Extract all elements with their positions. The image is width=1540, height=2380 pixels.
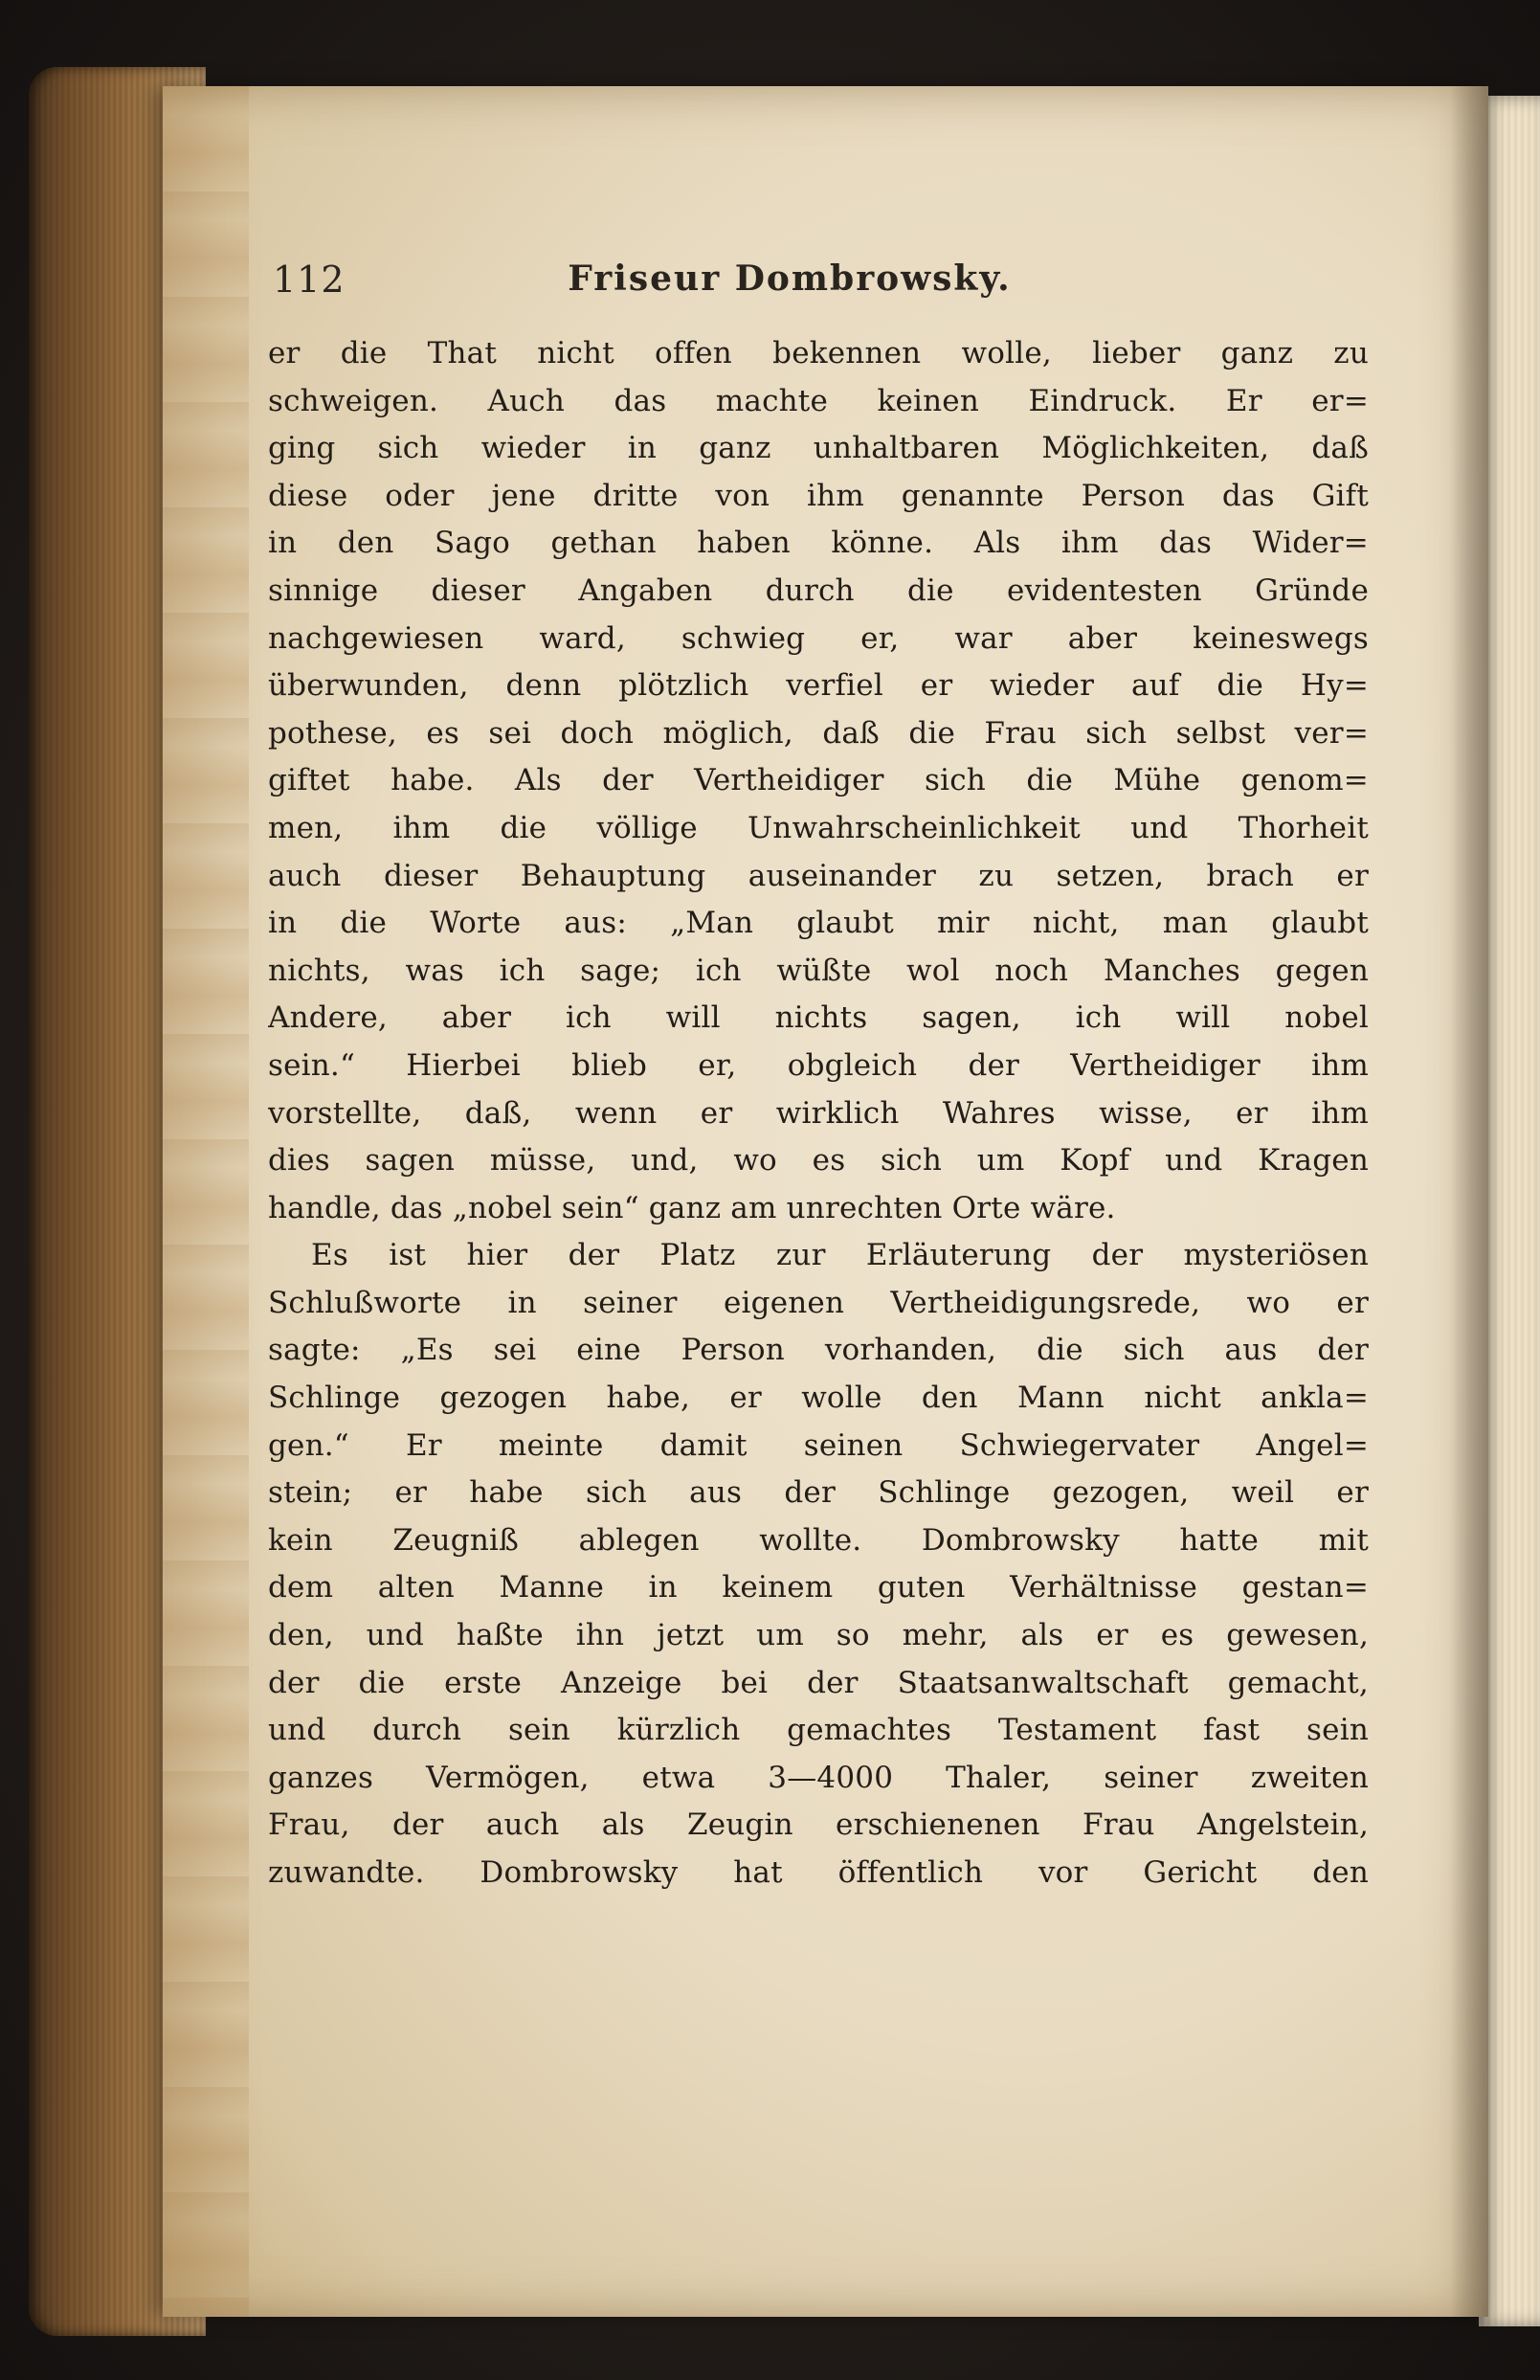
text-line: und durch sein kürzlich gemachtes Testament fast sein: [268, 1713, 1369, 1748]
text-line: stein; er habe sich aus der Schlinge gezogen, weil er: [268, 1475, 1369, 1511]
page-number: 112: [273, 258, 346, 301]
text-line: nachgewiesen ward, schwieg er, war aber keineswegs: [268, 620, 1369, 656]
text-line: dies sagen müsse, und, wo es sich um Kopf und Kragen: [268, 1143, 1369, 1179]
text-line: den, und haßte ihn jetzt um so mehr, als er es gewesen,: [268, 1618, 1369, 1653]
text-line: ging sich wieder in ganz unhaltbaren Möglichkeiten, daß: [268, 431, 1369, 466]
gutter-shadow: [1450, 86, 1488, 2317]
text-line: kein Zeugniß ablegen wollte. Dombrowsky hatte mit: [268, 1522, 1369, 1558]
text-line: zuwandte. Dombrowsky hat öffentlich vor Gericht den: [268, 1855, 1369, 1890]
page-header: [273, 258, 1373, 316]
text-line: men, ihm die völlige Unwahrscheinlichkeit und Thorheit: [268, 810, 1369, 845]
text-line: in die Worte aus: „Man glaubt mir nicht, man glaubt: [268, 906, 1369, 941]
text-line: gen.“ Er meinte damit seinen Schwiegervater Angel=: [268, 1427, 1369, 1463]
text-line: pothese, es sei doch möglich, daß die Frau sich selbst ver=: [268, 715, 1369, 751]
text-line: dem alten Manne in keinem guten Verhältnisse gestan=: [268, 1570, 1369, 1605]
text-line: Schlinge gezogen habe, er wolle den Mann nicht ankla=: [268, 1381, 1369, 1416]
text-line: sein.“ Hierbei blieb er, obgleich der Vertheidiger ihm: [268, 1047, 1369, 1083]
text-line: vorstellte, daß, wenn er wirklich Wahres wisse, er ihm: [268, 1095, 1369, 1131]
text-line: überwunden, denn plötzlich verfiel er wieder auf die Hy=: [268, 668, 1369, 704]
text-line: Schlußworte in seiner eigenen Vertheidigungsrede, wo er: [268, 1285, 1369, 1320]
text-line: diese oder jene dritte von ihm genannte Person das Gift: [268, 478, 1369, 513]
text-line: schweigen. Auch das machte keinen Eindruck. Er er=: [268, 383, 1369, 418]
text-line: ganzes Vermögen, etwa 3—4000 Thaler, seiner zweiten: [268, 1760, 1369, 1795]
text-line: der die erste Anzeige bei der Staatsanwaltschaft gemacht,: [268, 1665, 1369, 1700]
text-line: handle, das „nobel sein“ ganz am unrechten Orte wäre.: [268, 1190, 1116, 1225]
text-line: Frau, der auch als Zeugin erschienenen Frau Angelstein,: [268, 1807, 1369, 1843]
text-line: Andere, aber ich will nichts sagen, ich will nobel: [268, 1000, 1369, 1036]
text-line: in den Sago gethan haben könne. Als ihm das Wider=: [268, 526, 1369, 561]
text-line: giftet habe. Als der Vertheidiger sich die Mühe genom=: [268, 763, 1369, 798]
running-title: Friseur Dombrowsky.: [568, 258, 1012, 299]
body-text: [268, 330, 1369, 1897]
text-line: sinnige dieser Angaben durch die evidentesten Gründe: [268, 573, 1369, 608]
text-line: sagte: „Es sei eine Person vorhanden, die sich aus der: [268, 1333, 1369, 1368]
text-line: auch dieser Behauptung auseinander zu setzen, brach er: [268, 858, 1369, 893]
text-line: er die That nicht offen bekennen wolle, lieber ganz zu: [268, 336, 1369, 370]
text-line: nichts, was ich sage; ich wüßte wol noch Manches gegen: [268, 953, 1369, 988]
text-line-paragraph-start: Es ist hier der Platz zur Erläuterung der mysteriösen: [311, 1238, 1369, 1273]
